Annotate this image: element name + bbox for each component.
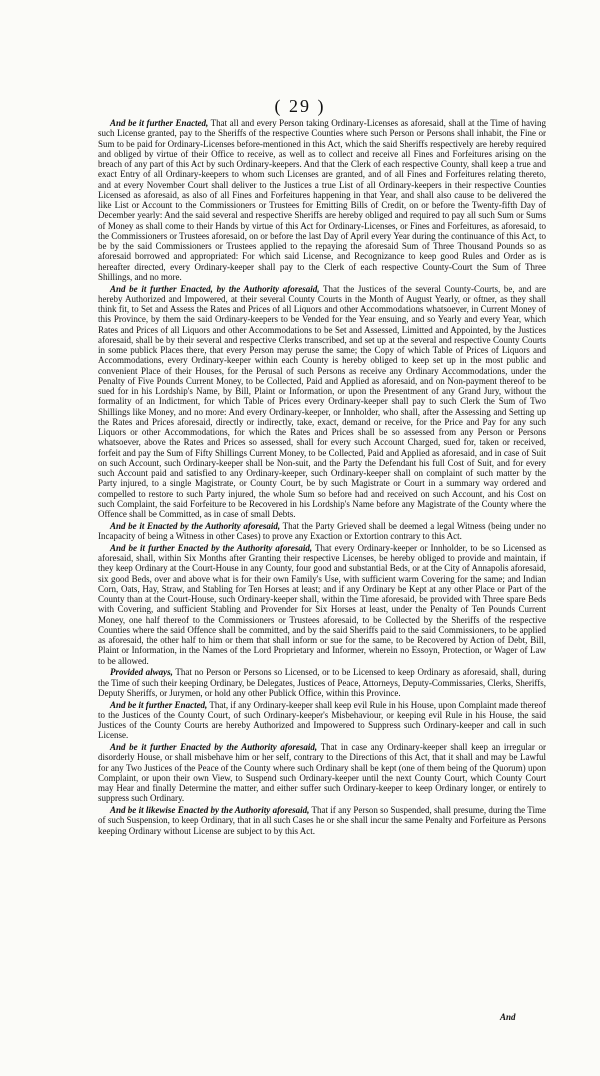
paragraph-lead: And be it further Enacted by the Authority aforesaid, bbox=[110, 742, 318, 752]
paragraph-party-grieved-witness bbox=[98, 521, 546, 542]
paragraph-lead: And be it further Enacted by the Authority aforesaid, bbox=[110, 542, 313, 553]
paragraph-text: That, if any Ordinary-keeper shall keep evil Rule in his House, upon Complaint made thereof to the Justices of the County Court, of such Ordinary-keeper's Misbehaviour, or keeping evil Rule in his House, the said Justices of the County Courts are hereby Authorized and Impowered to Suppress such Ordinary-keeper and call in such License. bbox=[98, 699, 547, 741]
catchword: And bbox=[500, 1012, 516, 1022]
paragraph-office-holders-proviso bbox=[98, 667, 546, 698]
paragraph-ordinary-license-fees bbox=[98, 118, 546, 282]
paragraph-lead: And be it further Enacted, bbox=[110, 118, 209, 128]
paragraph-text: That every Ordinary-keeper or Innholder, to be so Licensed as aforesaid, shall, within Six Months after Granting their respective Licenses, be hereby obliged to provide and maintain, if they keep Ordinary at the Court-House in any County, four good and substantial Beds, or at the City of Annapolis aforesaid, six good Beds, over and above what is for their own Family's Use, with sufficient warm Covering for the same; and Indian Corn, Oats, Hay, Straw, and Stabling for Ten Horses at least; and if any Ordinary be Kept at any other Place or Part of the County than at the Court-House, such Ordinary-keeper shall, within the Time aforesaid, be provided with Three spare Beds with Covering, and sufficient Stabling and Provender for Six Horses at least, under the Penalty of Ten Pounds Current Money, one half thereof to the Commissioners or Trustees aforesaid, to be Collected by the Sheriffs of the respective Counties where the said Offence shall be committed, and by the said Sheriffs paid to the said Commissioners, to be applied as aforesaid, the other half to him or them that shall inform or sue for the same, to be Recovered by Action of Debt, Bill, Plaint or Information, in the Names of the Lord Proprietary and Informer, wherein no Essoyn, Protection, or Wager of Law to be allowed. bbox=[98, 542, 547, 666]
paragraph-text: That the Justices of the several County-Courts, be, and are hereby Authorized and Impowered, at their several County Courts in the Month of August Yearly, or oftner, as they shall think fit, to Set and Assess the Rates and Prices of all Liquors and other Accommodations whatsoever, in Current Money of this Province, by them the said Ordinary-keepers to be Vended for the Year ensuing, and so Yearly and every Year, which Rates and Prices of all Liquors and other Accommodations to be Set and Assessed, Limitted and Appointed, by the Justices aforesaid, shall be by their several and respective Clerks transcribed, and set up at the several and respective County Courts in some publick Places there, that every Person may peruse the same; the Copy of which Table of Prices of Liquors and Accommodations, every Ordinary-keeper within each County is hereby obliged to keep set up in the most public and convenient Place of their Houses, for the Perusal of such Persons as receive any Ordinary Accommodations, under the Penalty of Five Pounds Current Money, to be Collected, Paid and Applied as aforesaid, and on Non-payment thereof to be sued for in his Lordship's Name, by Bill, Plaint or Information, or upon the Presentment of any Grand Jury, without the formality of an Indictment, for which Table of Prices every Ordinary-keeper shall pay to such Clerk the Sum of Two Shillings like Money, and no more: And every Ordinary-keeper, or Innholder, who shall, after the Assessing and Setting up the Rates and Prices aforesaid, directly or indirectly, take, exact, demand or receive, for the Price and Pay for any such Liquors or other Accommodations, for which the Rates and Prices shall be so assessed from any Person or Persons whatsoever, above the Rates and Prices so assessed, shall for every such Account Charged, sued for, taken or received, forfeit and pay the Sum of Fifty Shillings Current Money, to be Collected, Paid and Applied as aforesaid, and in case of Suit on such Account, such Ordinary-keeper shall be Non-suit, and the Party the Defendant his full Cost of Suit, and for every such Account paid and satisfied to any Ordinary-keeper, such Ordinary-keeper shall on complaint of such matter by the Party injured, to a single Magistrate, or County Court, be by such Magistrate or Court in a summary way ordered and compelled to restore to such Party injured, the whole Sum so before had and received on such Account, and his Cost on such Complaint, the said Forfeiture to be Recovered in his Lordship's Name before any Magistrate of the County where the Offence shall be Committed, as in case of small Debts. bbox=[98, 283, 546, 519]
paragraph-suspended-keeper-penalty bbox=[98, 805, 546, 836]
paragraph-lead: And be it further Enacted, by the Authority aforesaid, bbox=[110, 283, 320, 294]
paragraph-lead: And be it likewise Enacted by the Authority aforesaid, bbox=[110, 805, 310, 815]
paragraph-evil-rule-suppression bbox=[98, 700, 546, 741]
paragraph-text: That the Party Grieved shall be deemed a legal Witness (being under no Incapacity of being a Witness in other Cases) to prove any Exaction or Extortion contrary to this Act. bbox=[98, 520, 546, 541]
paragraph-text: That if any Person so Suspended, shall presume, during the Time of such Suspension, to keep Ordinary, that in all such Cases he or she shall incur the same Penalty and Forfeiture as Persons keeping Ordinary without License are subject to by this Act. bbox=[98, 805, 546, 836]
act-text bbox=[98, 118, 546, 837]
paragraph-disorderly-house-suspension bbox=[98, 742, 546, 804]
paragraph-lead: Provided always, bbox=[110, 667, 173, 678]
paragraph-text: That all and every Person taking Ordinary-Licenses as aforesaid, shall at the Time of having such License granted, pay to the Sheriffs of the respective Counties where such Person or Persons shall inhabit, the Fine or Sum to be paid for Ordinary-Licenses before-mentioned in this Act, which the said Sheriffs respectively are hereby required and obliged by virtue of their Office to receive, as well as to collect and receive all Fines and Forfeitures arising on the breach of any part of this Act by such Ordinary-keepers. And that the Clerk of each respective County, shall keep a true and exact Entry of all Ordinary-keepers to whom such Licenses are granted, and of all Fines and Forfeitures relating thereto, and at every November Court shall deliver to the Justices a true List of all Ordinary-keepers in their respective Counties Licensed as aforesaid, as also of all Fines and Forfeitures happening in that Year, and shall also cause to be delivered the like List or Account to the Commissioners or Trustees for Emitting Bills of Credit, on or before the Twenty-fifth Day of December yearly: And the said several and respective Sheriffs are hereby obliged and required to pay all such Sum or Sums of Money as shall come to their Hands by virtue of this Act for Ordinary-Licenses, or Fines and Forfeitures, as aforesaid, to the Commissioners or Trustees aforesaid, on or before the last Day of April every Year during the continuance of this Act, to be by the said Commissioners or Trustees applied to the repaying the aforesaid Sum of Three Thousand Pounds so as aforesaid borrowed and appropriated: For which said License, and Recognizance to keep good Rules and Order as is hereafter directed, every Ordinary-keeper shall pay to the Clerk of each respective County-Court the Sum of Three Shillings, and no more. bbox=[98, 118, 546, 282]
paragraph-beds-and-stabling bbox=[98, 543, 546, 666]
paragraph-text: That in case any Ordinary-keeper shall keep an irregular or disorderly House, or shall misbehave him or her self, contrary to the Directions of this Act, that it shall and may be Lawful for any Two Justices of the Peace of the County where such Ordinary shall be kept (one of them being of the Quorum) upon Complaint, or upon their own View, to Suspend such Ordinary-keeper until the next County Court, which County Court may Hear and finally Determine the matter, and either suffer such Ordinary-keeper to keep Ordinary longer, or entirely to suppress such Ordinary. bbox=[98, 742, 546, 804]
paragraph-lead: And be it further Enacted, bbox=[110, 699, 208, 710]
paragraph-lead: And be it Enacted by the Authority aforesaid, bbox=[110, 520, 281, 531]
paragraph-rates-and-prices bbox=[98, 284, 546, 520]
paragraph-text: That no Person or Persons so Licensed, or to be Licensed to keep Ordinary as aforesaid, shall, during the Time of such their keeping Ordinary, be Delegates, Justices of Peace, Attorneys, Deputy-Commissaries, Clerks, Sheriffs, Deputy Sheriffs, or Jurymen, or hold any other Publick Office, within this Province. bbox=[98, 667, 546, 698]
page-number: ( 29 ) bbox=[274, 96, 326, 116]
